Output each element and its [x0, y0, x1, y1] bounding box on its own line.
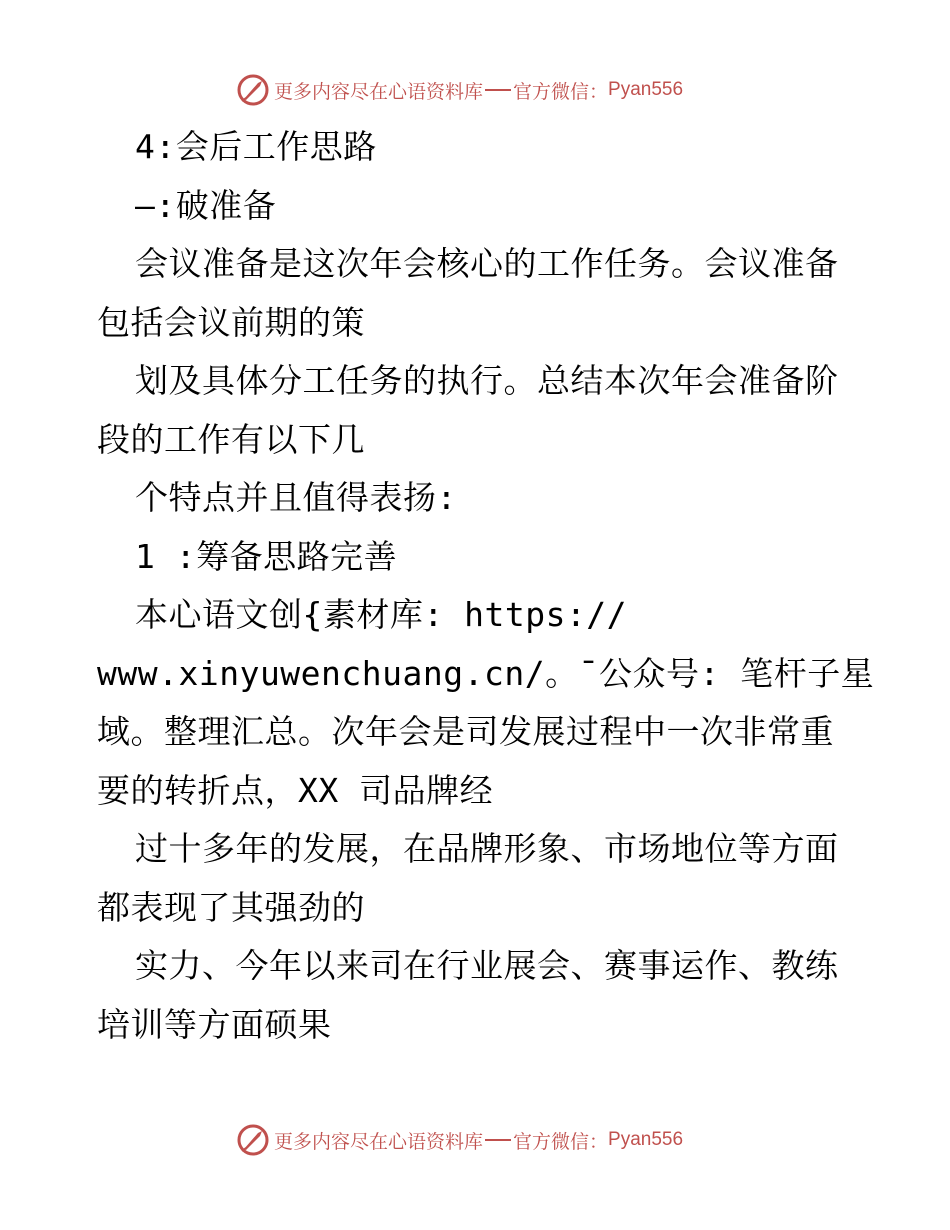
banner-wechat-label: 官方微信：	[513, 80, 609, 103]
body-line: 4:会后工作思路	[135, 127, 377, 166]
footer-banner[interactable]	[236, 1120, 736, 1160]
body-line: 个特点并且值得表扬:	[135, 478, 457, 517]
body-line: 段的工作有以下几	[97, 419, 365, 459]
body-line: 划及具体分工任务的执行。总结本次年会准备阶	[135, 361, 839, 400]
banner-wechat-id: Pyan556	[608, 79, 684, 100]
body-line: —:破准备	[135, 185, 277, 225]
banner-wechat-id: Pyan556	[608, 1129, 684, 1150]
quill-pen-logo-icon	[236, 73, 270, 107]
quill-pen-logo-icon	[236, 1123, 270, 1157]
banner-wechat-label: 官方微信：	[513, 1130, 609, 1153]
body-line: 会议准备是这次年会核心的工作任务。会议准备	[135, 244, 839, 283]
banner-text: 更多内容尽在心语资料库	[274, 1130, 484, 1153]
body-line: www.xinyuwenchuang.cn/。¯公众号: 笔杆子星	[97, 653, 875, 693]
body-line: 域。整理汇总。次年会是司发展过程中一次非常重	[97, 712, 834, 751]
body-line: 培训等方面硕果	[97, 1004, 332, 1044]
banner-dash	[485, 89, 511, 91]
body-line: 实力、今年以来司在行业展会、赛事运作、教练	[135, 946, 839, 985]
header-banner[interactable]	[236, 70, 736, 110]
body-line: 要的转折点，XX 司品牌经	[97, 770, 494, 810]
body-line: 包括会议前期的策	[97, 302, 365, 342]
body-line: 1 :筹备思路完善	[135, 536, 398, 576]
banner-dash	[485, 1139, 511, 1141]
body-line: 都表现了其强劲的	[97, 887, 365, 927]
body-line: 本心语文创{素材库: https://	[135, 595, 628, 634]
document-body	[97, 118, 875, 1054]
banner-text: 更多内容尽在心语资料库	[274, 80, 484, 103]
body-line: 过十多年的发展，在品牌形象、市场地位等方面	[135, 829, 839, 868]
